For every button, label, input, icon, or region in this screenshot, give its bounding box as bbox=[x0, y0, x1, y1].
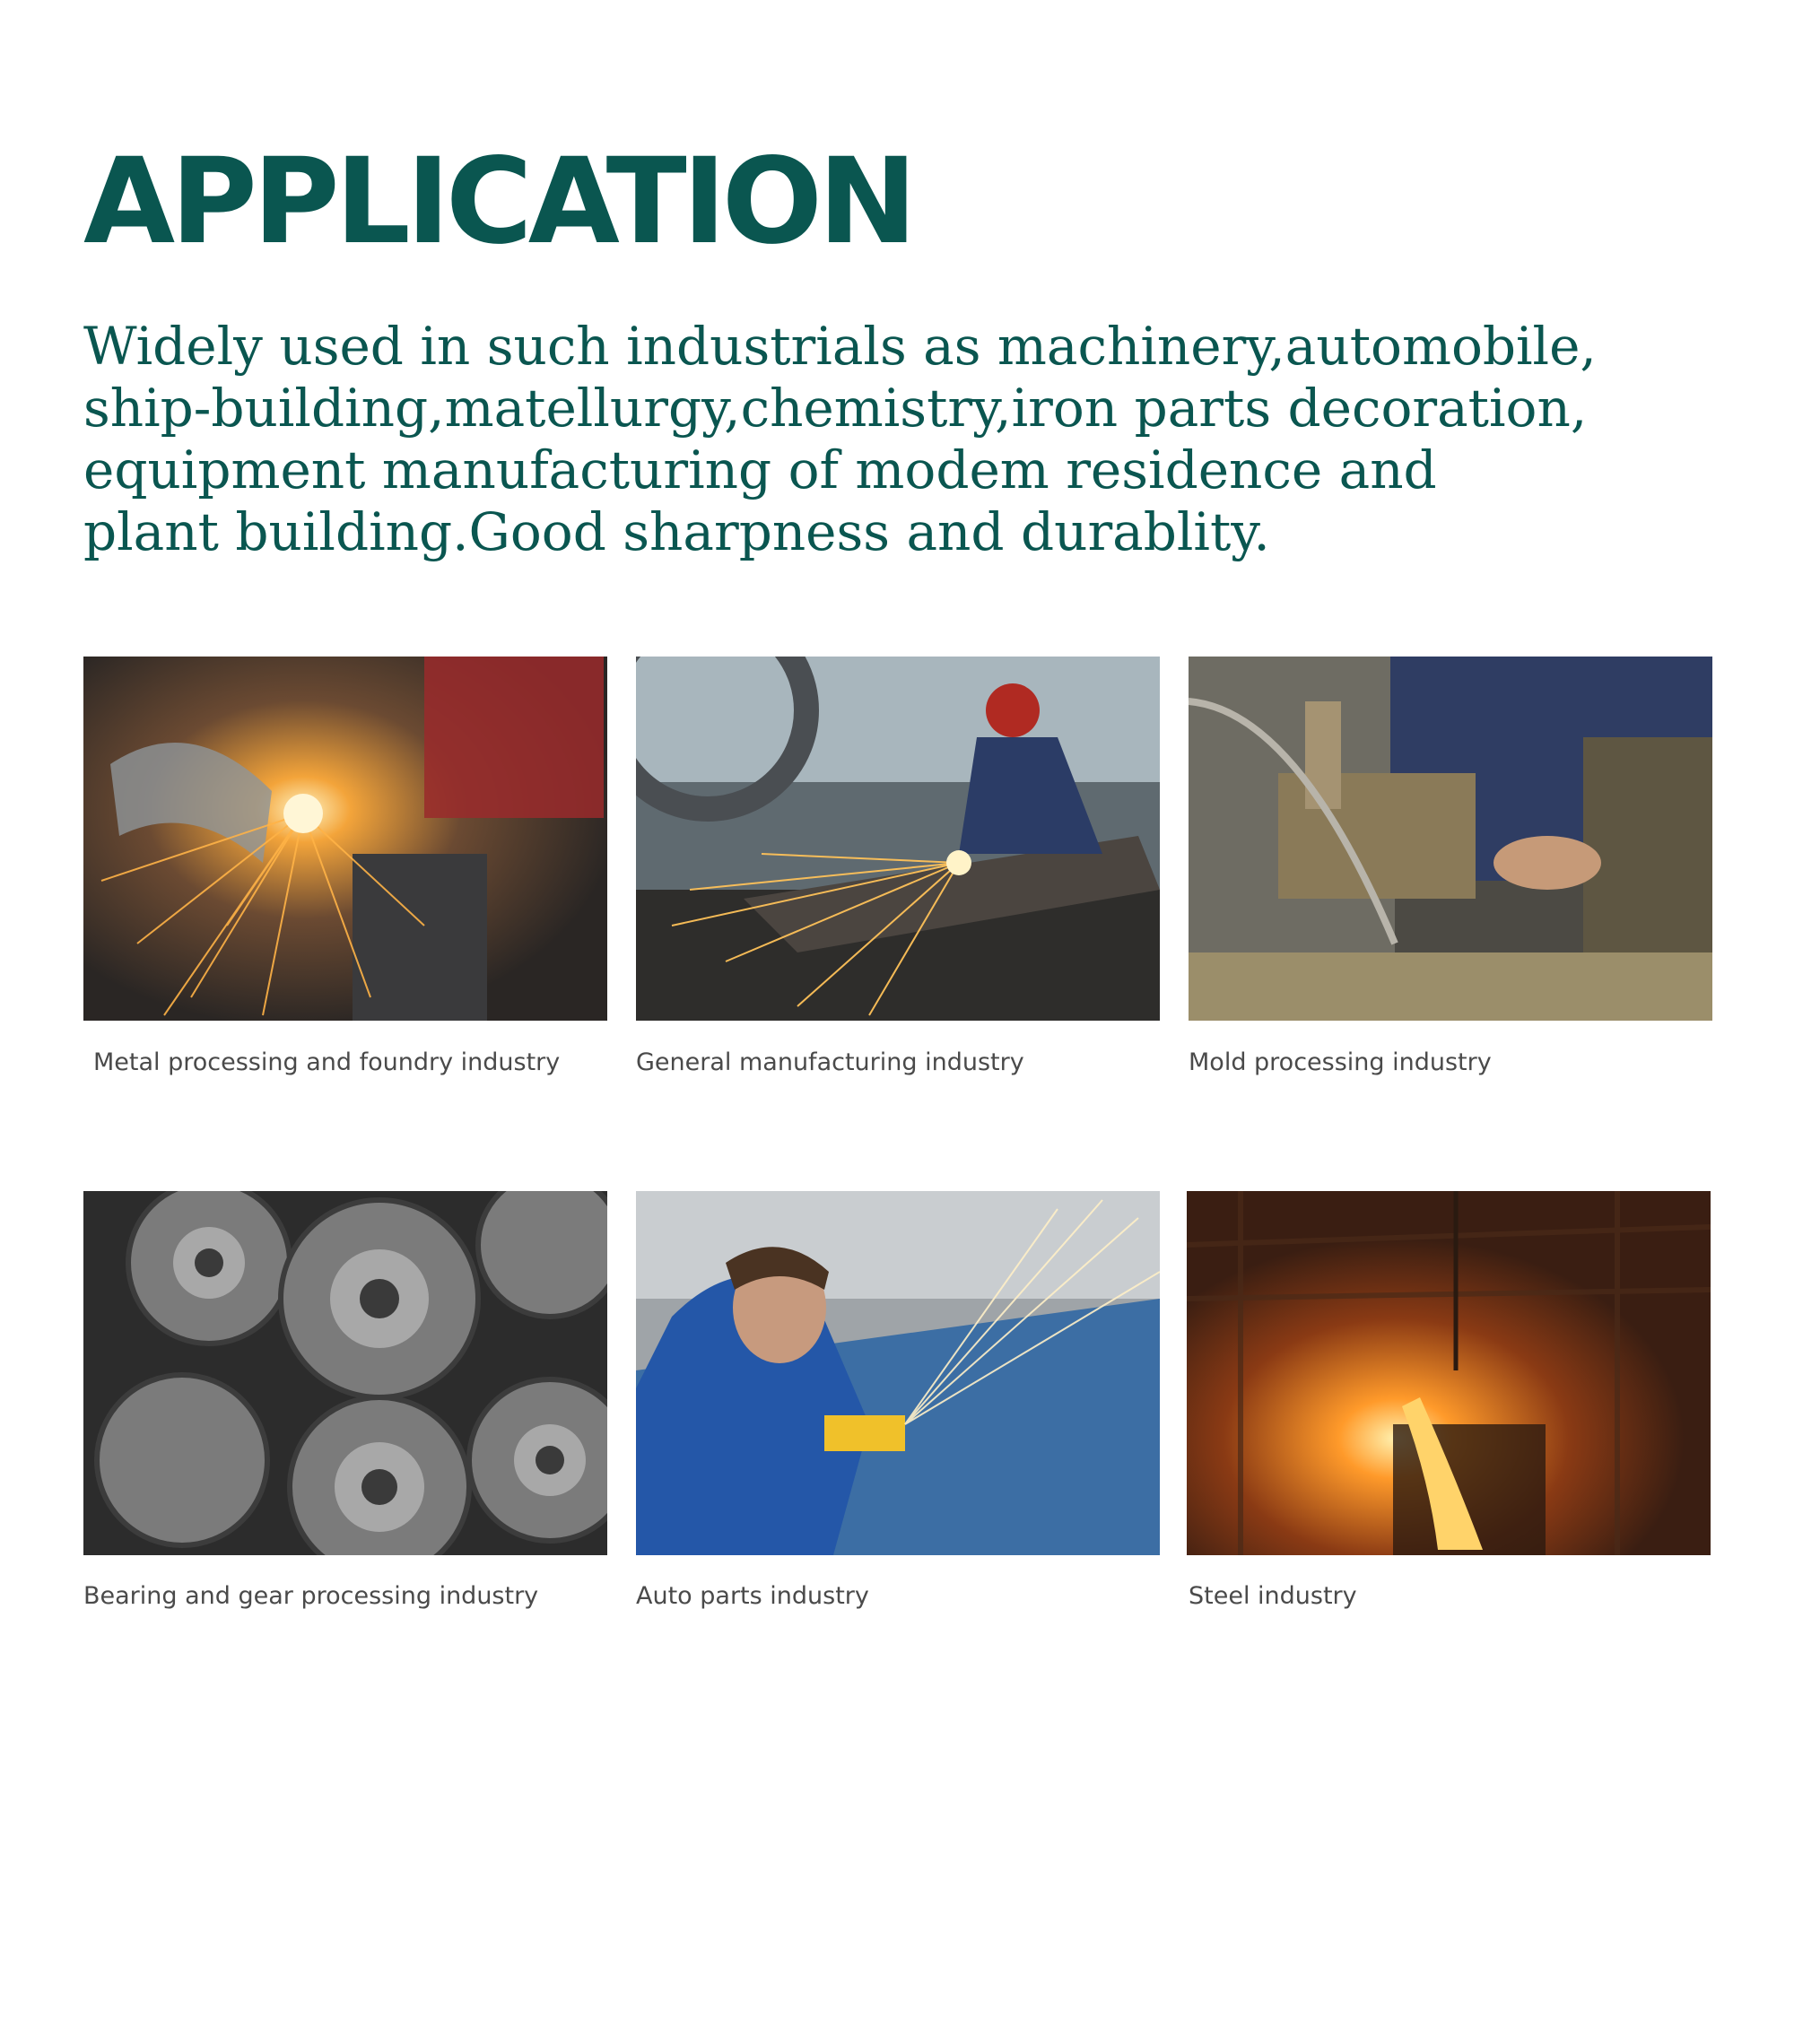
caption-mold-processing: Mold processing industry bbox=[1189, 1048, 1492, 1076]
intro-line: equipment manufacturing of modem residence and bbox=[83, 439, 1437, 500]
mold-processing-image bbox=[1189, 657, 1712, 1021]
intro-line: Widely used in such industrials as machinery,automobile, bbox=[83, 316, 1597, 377]
intro-paragraph bbox=[83, 316, 1698, 563]
general-manufacturing-image bbox=[636, 657, 1160, 1021]
caption-bearing-gear: Bearing and gear processing industry bbox=[83, 1582, 539, 1610]
auto-parts-image bbox=[636, 1191, 1160, 1555]
caption-auto-parts: Auto parts industry bbox=[636, 1582, 869, 1610]
photo-steel bbox=[1187, 1191, 1711, 1555]
page-title: APPLICATION bbox=[83, 133, 913, 271]
intro-line: ship-building,matellurgy,chemistry,iron parts decoration, bbox=[83, 378, 1588, 439]
caption-steel: Steel industry bbox=[1189, 1582, 1357, 1610]
photo-general-manufacturing bbox=[636, 657, 1160, 1021]
photo-bearing-gear bbox=[83, 1191, 607, 1555]
metal-processing-image bbox=[83, 657, 607, 1021]
intro-line: plant building.Good sharpness and durablity. bbox=[83, 501, 1270, 562]
photo-metal-processing bbox=[83, 657, 607, 1021]
photo-auto-parts bbox=[636, 1191, 1160, 1555]
caption-metal-processing: Metal processing and foundry industry bbox=[93, 1048, 561, 1076]
steel-image bbox=[1187, 1191, 1711, 1555]
photo-mold-processing bbox=[1189, 657, 1712, 1021]
caption-general-manufacturing: General manufacturing industry bbox=[636, 1048, 1024, 1076]
bearing-gear-image bbox=[83, 1191, 607, 1555]
